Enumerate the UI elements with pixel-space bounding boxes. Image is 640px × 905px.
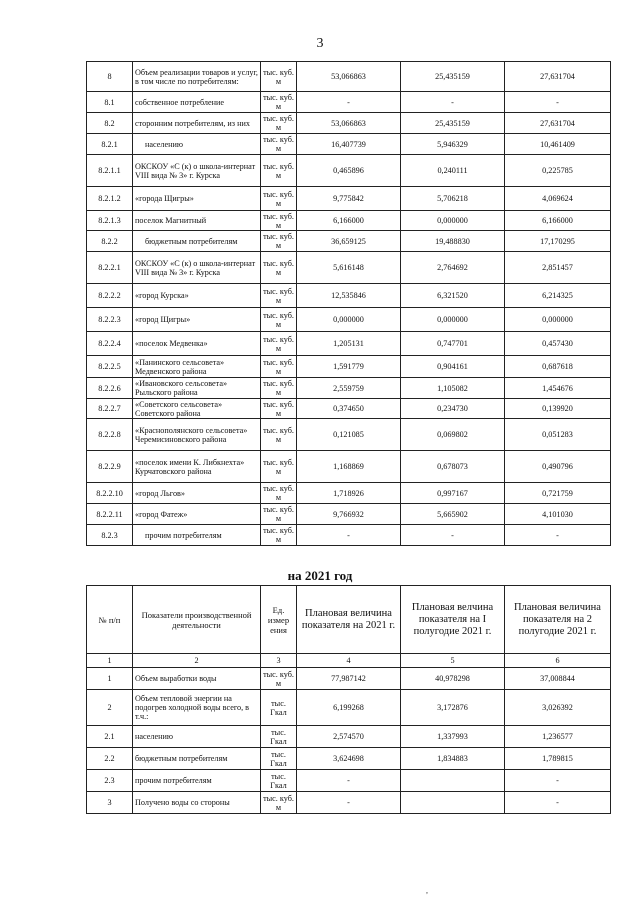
table-row xyxy=(87,399,611,419)
row-number: 8.2.2.11 xyxy=(87,504,133,525)
table-row xyxy=(87,690,611,726)
col-num: 4 xyxy=(297,654,401,668)
row-unit: тыс. куб. м xyxy=(261,332,297,356)
row-indicator: Объем тепловой энергии на подогрев холодной воды всего, в т.ч.: xyxy=(133,690,261,726)
row-value-h2: 2,851457 xyxy=(505,252,611,284)
table-row xyxy=(87,356,611,378)
row-value-h2: 0,225785 xyxy=(505,155,611,187)
col-num: 3 xyxy=(261,654,297,668)
row-indicator: прочим потребителям xyxy=(133,770,261,792)
row-indicator: «города Щигры» xyxy=(133,187,261,211)
row-value-h1: 0,997167 xyxy=(401,483,505,504)
row-number: 8.2.1.3 xyxy=(87,211,133,231)
section-title: на 2021 год xyxy=(287,568,353,583)
row-value-annual: - xyxy=(297,770,401,792)
row-unit: тыс. куб. м xyxy=(261,668,297,690)
col-num: 5 xyxy=(401,654,505,668)
row-unit: тыс. Гкал xyxy=(261,726,297,748)
row-unit: тыс. куб. м xyxy=(261,504,297,525)
row-value-h1: 0,240111 xyxy=(401,155,505,187)
row-value-annual: 1,718926 xyxy=(297,483,401,504)
row-value-h2: 4,101030 xyxy=(505,504,611,525)
row-value-annual: 0,000000 xyxy=(297,308,401,332)
row-value-h2: 0,490796 xyxy=(505,451,611,483)
row-unit: тыс. куб. м xyxy=(261,187,297,211)
table-row xyxy=(87,483,611,504)
row-unit: тыс. куб. м xyxy=(261,284,297,308)
row-indicator: «город Курска» xyxy=(133,284,261,308)
row-value-h1: 5,706218 xyxy=(401,187,505,211)
row-value-h2: 0,051283 xyxy=(505,419,611,451)
row-value-annual: - xyxy=(297,92,401,113)
row-indicator: прочим потребителям xyxy=(133,525,261,546)
row-number: 8.2.3 xyxy=(87,525,133,546)
row-value-annual: 53,066863 xyxy=(297,113,401,134)
row-unit: тыс. куб. м xyxy=(261,483,297,504)
row-value-annual: 3,624698 xyxy=(297,748,401,770)
row-indicator: «Советского сельсовета» Советского района xyxy=(133,399,261,419)
table-header-row xyxy=(87,586,611,654)
row-indicator: бюджетным потребителям xyxy=(133,231,261,252)
table-row xyxy=(87,187,611,211)
row-value-h2: - xyxy=(505,792,611,814)
table-row xyxy=(87,92,611,113)
row-indicator: собственное потребление xyxy=(133,92,261,113)
row-unit: тыс. куб. м xyxy=(261,211,297,231)
header-name: Показатели производственной деятельности xyxy=(133,586,261,654)
row-value-annual: - xyxy=(297,792,401,814)
row-value-h2: 6,214325 xyxy=(505,284,611,308)
row-indicator: ОКСКОУ «С (к) о школа-интернат VIII вида № 3» г. Курска xyxy=(133,155,261,187)
row-number: 8.2 xyxy=(87,113,133,134)
row-value-annual: 9,766932 xyxy=(297,504,401,525)
row-value-h1: 25,435159 xyxy=(401,113,505,134)
table-row xyxy=(87,134,611,155)
row-number: 2.3 xyxy=(87,770,133,792)
table-row xyxy=(87,451,611,483)
row-unit: тыс. куб. м xyxy=(261,155,297,187)
row-value-h1: 1,834883 xyxy=(401,748,505,770)
row-value-annual: 6,199268 xyxy=(297,690,401,726)
row-value-h1: 0,000000 xyxy=(401,308,505,332)
row-value-h2: 10,461409 xyxy=(505,134,611,155)
row-value-h2: 0,139920 xyxy=(505,399,611,419)
table-row xyxy=(87,748,611,770)
row-value-h2: 0,000000 xyxy=(505,308,611,332)
row-value-h1: 5,946329 xyxy=(401,134,505,155)
row-value-h2: 1,454676 xyxy=(505,378,611,399)
row-number: 8.2.2.5 xyxy=(87,356,133,378)
column-numbering-row xyxy=(87,654,611,668)
row-number: 2 xyxy=(87,690,133,726)
scan-mark: , xyxy=(426,886,428,895)
row-indicator: Получено воды со стороны xyxy=(133,792,261,814)
row-value-annual: 16,407739 xyxy=(297,134,401,155)
row-number: 8.2.2 xyxy=(87,231,133,252)
row-value-h1: 0,747701 xyxy=(401,332,505,356)
row-value-h2: 1,236577 xyxy=(505,726,611,748)
row-indicator: сторонним потребителям, из них xyxy=(133,113,261,134)
row-value-h1: 0,000000 xyxy=(401,211,505,231)
row-number: 8 xyxy=(87,62,133,92)
table-row xyxy=(87,332,611,356)
row-number: 8.2.2.6 xyxy=(87,378,133,399)
row-value-h1: 40,978298 xyxy=(401,668,505,690)
row-unit: тыс. куб. м xyxy=(261,231,297,252)
row-unit: тыс. куб. м xyxy=(261,451,297,483)
row-unit: тыс. Гкал xyxy=(261,770,297,792)
row-unit: тыс. куб. м xyxy=(261,356,297,378)
row-value-h2: 6,166000 xyxy=(505,211,611,231)
row-number: 8.2.2.1 xyxy=(87,252,133,284)
row-indicator: бюджетным потребителям xyxy=(133,748,261,770)
col-num: 1 xyxy=(87,654,133,668)
table-row xyxy=(87,231,611,252)
row-indicator: «город Льгов» xyxy=(133,483,261,504)
row-number: 8.2.1 xyxy=(87,134,133,155)
row-value-annual: 2,559759 xyxy=(297,378,401,399)
row-indicator: «Краснополянского сельсовета» Черемисиновского района xyxy=(133,419,261,451)
row-value-annual: 6,166000 xyxy=(297,211,401,231)
row-indicator: Объем выработки воды xyxy=(133,668,261,690)
row-value-h2: 0,457430 xyxy=(505,332,611,356)
row-unit: тыс. куб. м xyxy=(261,399,297,419)
row-value-h1: 3,172876 xyxy=(401,690,505,726)
row-value-h2: - xyxy=(505,770,611,792)
row-number: 8.2.1.1 xyxy=(87,155,133,187)
col-num: 6 xyxy=(505,654,611,668)
row-value-h1: 0,678073 xyxy=(401,451,505,483)
row-value-h1 xyxy=(401,792,505,814)
row-number: 8.2.2.7 xyxy=(87,399,133,419)
row-unit: тыс. куб. м xyxy=(261,134,297,155)
row-unit: тыс. куб. м xyxy=(261,378,297,399)
row-unit: тыс. Гкал xyxy=(261,690,297,726)
row-value-h1: - xyxy=(401,525,505,546)
row-number: 1 xyxy=(87,668,133,690)
row-number: 8.2.2.2 xyxy=(87,284,133,308)
row-value-h2: - xyxy=(505,92,611,113)
row-value-annual: 0,374650 xyxy=(297,399,401,419)
row-unit: тыс. куб. м xyxy=(261,419,297,451)
row-value-h1: 19,488830 xyxy=(401,231,505,252)
table-row xyxy=(87,726,611,748)
row-value-h1: 0,234730 xyxy=(401,399,505,419)
row-value-annual: 0,121085 xyxy=(297,419,401,451)
row-unit: тыс. Гкал xyxy=(261,748,297,770)
row-number: 8.2.2.10 xyxy=(87,483,133,504)
table-row xyxy=(87,284,611,308)
row-value-h1: - xyxy=(401,92,505,113)
row-indicator: населению xyxy=(133,726,261,748)
row-indicator: «Панинского сельсовета» Медвенского района xyxy=(133,356,261,378)
header-unit: Ед. измер ения xyxy=(261,586,297,654)
row-indicator: ОКСКОУ «С (к) о школа-интернат VIII вида № 3» г. Курска xyxy=(133,252,261,284)
table-row xyxy=(87,504,611,525)
row-value-h1: 0,904161 xyxy=(401,356,505,378)
row-number: 8.2.1.2 xyxy=(87,187,133,211)
row-value-h2: 0,721759 xyxy=(505,483,611,504)
row-indicator: «Ивановского сельсовета» Рыльского района xyxy=(133,378,261,399)
row-value-h2: 27,631704 xyxy=(505,113,611,134)
row-value-h1: 0,069802 xyxy=(401,419,505,451)
row-unit: тыс. куб. м xyxy=(261,525,297,546)
row-value-annual: 5,616148 xyxy=(297,252,401,284)
table-row xyxy=(87,419,611,451)
table-row xyxy=(87,378,611,399)
row-number: 8.2.2.4 xyxy=(87,332,133,356)
row-value-annual: 36,659125 xyxy=(297,231,401,252)
row-indicator: «поселок имени К. Либкнехта» Курчатовского района xyxy=(133,451,261,483)
header-h2: Плановая величина показателя на 2 полугодие 2021 г. xyxy=(505,586,611,654)
row-indicator: населению xyxy=(133,134,261,155)
row-value-h1: 25,435159 xyxy=(401,62,505,92)
row-number: 3 xyxy=(87,792,133,814)
row-value-h1: 1,105082 xyxy=(401,378,505,399)
table-row xyxy=(87,525,611,546)
row-indicator: «город Фатеж» xyxy=(133,504,261,525)
row-value-h1: 5,665902 xyxy=(401,504,505,525)
table-row xyxy=(87,668,611,690)
row-value-h2: 4,069624 xyxy=(505,187,611,211)
row-number: 8.2.2.3 xyxy=(87,308,133,332)
row-value-h2: 0,687618 xyxy=(505,356,611,378)
page-number: 3 xyxy=(316,36,324,51)
table-row xyxy=(87,252,611,284)
row-number: 8.2.2.8 xyxy=(87,419,133,451)
row-number: 8.1 xyxy=(87,92,133,113)
header-no: № п/п xyxy=(87,586,133,654)
header-h1: Плановая велчина показателя на I полугодие 2021 г. xyxy=(401,586,505,654)
row-indicator: Объем реализации товаров и услуг, в том числе по потребителям: xyxy=(133,62,261,92)
row-value-annual: 1,168869 xyxy=(297,451,401,483)
row-value-h2: - xyxy=(505,525,611,546)
table-row xyxy=(87,792,611,814)
col-num: 2 xyxy=(133,654,261,668)
row-unit: тыс. куб. м xyxy=(261,62,297,92)
consumption-table-top xyxy=(86,61,611,546)
row-unit: тыс. куб. м xyxy=(261,113,297,134)
row-value-annual: 9,775842 xyxy=(297,187,401,211)
row-value-annual: 2,574570 xyxy=(297,726,401,748)
table-row xyxy=(87,155,611,187)
row-unit: тыс. куб. м xyxy=(261,252,297,284)
row-value-annual: 53,066863 xyxy=(297,62,401,92)
row-number: 2.1 xyxy=(87,726,133,748)
row-unit: тыс. куб. м xyxy=(261,308,297,332)
row-indicator: «город Щигры» xyxy=(133,308,261,332)
row-value-h1: 2,764692 xyxy=(401,252,505,284)
table-row xyxy=(87,113,611,134)
row-number: 2.2 xyxy=(87,748,133,770)
table-row xyxy=(87,308,611,332)
row-value-annual: 77,987142 xyxy=(297,668,401,690)
row-value-h2: 27,631704 xyxy=(505,62,611,92)
row-value-annual: 12,535846 xyxy=(297,284,401,308)
row-indicator: «поселок Медвенка» xyxy=(133,332,261,356)
row-value-h2: 3,026392 xyxy=(505,690,611,726)
table-row xyxy=(87,211,611,231)
row-value-annual: - xyxy=(297,525,401,546)
table-row xyxy=(87,770,611,792)
row-value-h1: 1,337993 xyxy=(401,726,505,748)
table-row xyxy=(87,62,611,92)
row-unit: тыс. куб. м xyxy=(261,92,297,113)
row-value-h2: 37,008844 xyxy=(505,668,611,690)
production-table-2021 xyxy=(86,585,611,814)
row-value-h2: 1,789815 xyxy=(505,748,611,770)
row-value-h1 xyxy=(401,770,505,792)
row-unit: тыс. куб. м xyxy=(261,792,297,814)
row-indicator: поселок Магнитный xyxy=(133,211,261,231)
row-value-annual: 1,205131 xyxy=(297,332,401,356)
row-value-annual: 1,591779 xyxy=(297,356,401,378)
header-annual: Плановая величина показателя на 2021 г. xyxy=(297,586,401,654)
row-value-h1: 6,321520 xyxy=(401,284,505,308)
row-value-h2: 17,170295 xyxy=(505,231,611,252)
row-value-annual: 0,465896 xyxy=(297,155,401,187)
row-number: 8.2.2.9 xyxy=(87,451,133,483)
